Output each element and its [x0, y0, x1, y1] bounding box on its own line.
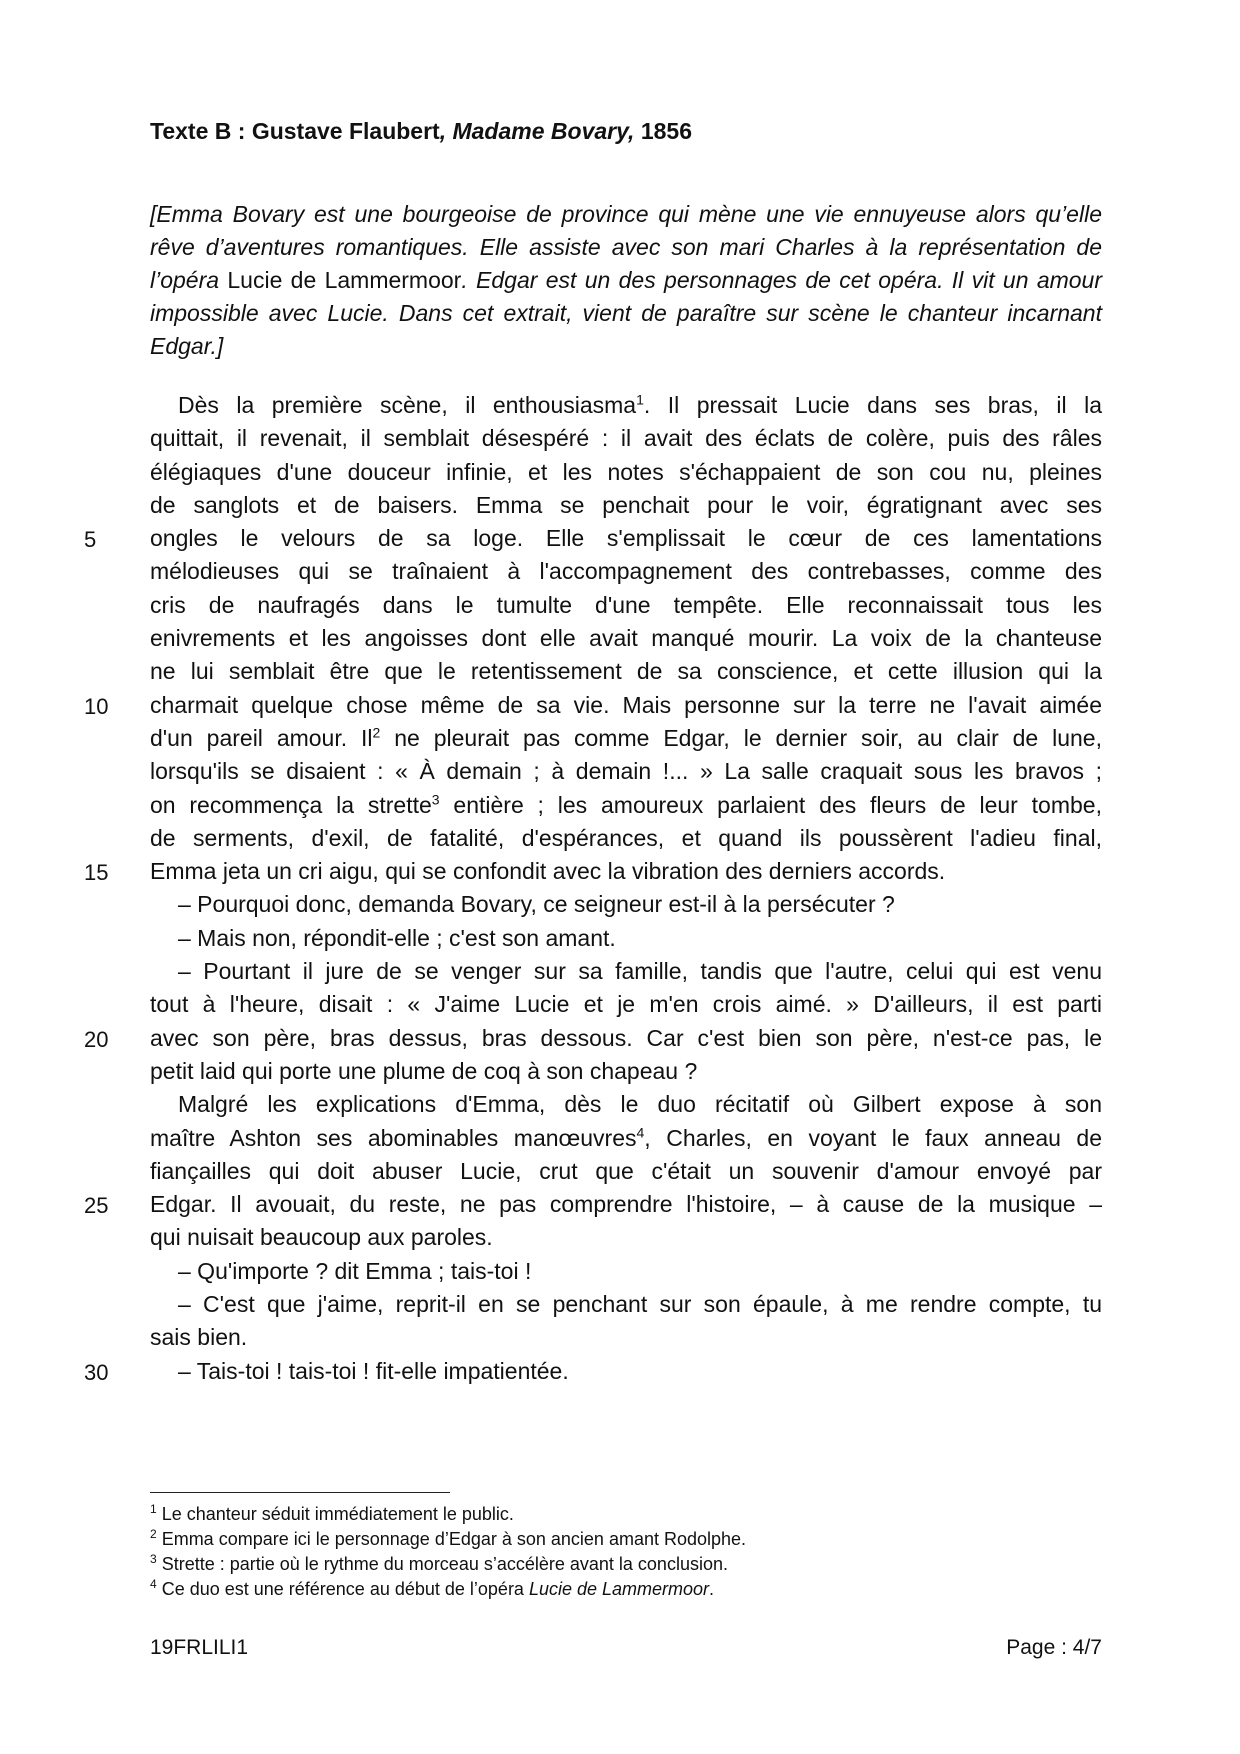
footnotes: [150, 1502, 746, 1602]
footnote-text: Strette : partie où le rythme du morceau s’accélère avant la conclusion.: [156, 1554, 728, 1574]
footnote-number: 4: [150, 1577, 157, 1591]
text-line-9: ne lui semblait être que le retentissement de sa conscience, et cette illusion qui la: [150, 658, 1102, 685]
text-segment: Dès la première scène, il enthousiasma: [178, 392, 637, 418]
intro-opera-title: Lucie de Lammermoor: [227, 267, 462, 293]
text-line-15: Emma jeta un cri aigu, qui se confondit avec la vibration des derniers accords.: [150, 858, 946, 885]
footnote-4: [150, 1577, 746, 1602]
text-line-25: Edgar. Il avouait, du reste, ne pas comprendre l'histoire, – à cause de la musique –: [150, 1191, 1102, 1218]
footnote-text: Le chanteur séduit immédiatement le public.: [156, 1504, 514, 1524]
text-line-30: – Tais-toi ! tais-toi ! fit-elle impatientée.: [178, 1357, 569, 1384]
text-line-3: élégiaques d'une douceur infinie, et les notes s'échappaient de son cou nu, pleines: [150, 458, 1102, 485]
footnote-1: [150, 1502, 746, 1527]
text-line-2: quittait, il revenait, il semblait désespéré : il avait des éclats de colère, puis des râles: [150, 425, 1102, 452]
text-line-23: [150, 1122, 1102, 1155]
text-segment: entière ; les amoureux parlaient des fleurs de leur tombe,: [439, 791, 1102, 818]
title-comma: ,: [439, 118, 447, 144]
excerpt-text: [150, 389, 1102, 1388]
text-line-14: de serments, d'exil, de fatalité, d'espérances, et quand ils poussèrent l'adieu final,: [150, 824, 1102, 851]
text-segment: ne pleurait pas comme Edgar, le dernier soir, au clair de lune,: [380, 724, 1102, 751]
footnote-text: Emma compare ici le personnage d’Edgar à son ancien amant Rodolphe.: [156, 1529, 747, 1549]
text-line-17: – Mais non, répondit-elle ; c'est son amant.: [178, 924, 616, 951]
line-number-5: 5: [84, 527, 97, 552]
intro-part1: [Emma Bovary est une bourgeoise de province qui mène une vie ennuyeuse alors qu’elle rêve d’aventures romantiques. Elle assiste avec son mari Charles à la représentation de l’opéra: [150, 201, 1102, 293]
text-segment: , Charles, en voyant le faux anneau de: [644, 1124, 1103, 1151]
footnote-number: 3: [150, 1552, 157, 1566]
text-line-6: mélodieuses qui se traînaient à l'accompagnement des contrebasses, comme des: [150, 558, 1102, 585]
footnote-ref-2: 2: [372, 724, 381, 741]
title-year: 1856: [634, 118, 692, 144]
text-line-20: avec son père, bras dessus, bras dessous. Car c'est bien son père, n'est-ce pas, le: [150, 1024, 1102, 1051]
text-segment: on recommença la strette: [150, 791, 432, 818]
footnote-number: 2: [150, 1527, 157, 1541]
text-segment: maître Ashton ses abominables manœuvres: [150, 1124, 637, 1151]
text-line-19: tout à l'heure, disait : « J'aime Lucie et je m'en crois aimé. » D'ailleurs, il est parti: [150, 991, 1102, 1018]
text-line-26: qui nuisait beaucoup aux paroles.: [150, 1224, 493, 1251]
line-number-10: 10: [84, 694, 109, 719]
text-line-24: fiançailles qui doit abuser Lucie, crut que c'était un souvenir d'amour envoyé par: [150, 1157, 1102, 1184]
text-line-29: sais bien.: [150, 1324, 248, 1351]
page-number: Page : 4/7: [1006, 1636, 1102, 1659]
intro-paragraph: [150, 198, 1102, 363]
text-line-11: [150, 722, 1102, 755]
text-line-21: petit laid qui porte une plume de coq à son chapeau ?: [150, 1057, 698, 1084]
line-number-30: 30: [84, 1360, 109, 1385]
text-line-5: ongles le velours de sa loge. Elle s'emplissait le cœur de ces lamentations: [150, 525, 1102, 552]
footnote-ref-3: 3: [431, 790, 440, 807]
text-line-28: – C'est que j'aime, reprit-il en se penchant sur son épaule, à me rendre compte, tu: [178, 1291, 1102, 1318]
text-line-13: [150, 789, 1102, 822]
title-author: Texte B : Gustave Flaubert: [150, 118, 440, 144]
line-number-20: 20: [84, 1027, 109, 1052]
footnote-text: .: [709, 1579, 715, 1599]
exam-code: 19FRLILI1: [150, 1636, 249, 1659]
text-line-10: charmait quelque chose même de sa vie. Mais personne sur la terre ne l'avait aimée: [150, 691, 1102, 718]
footnote-number: 1: [150, 1502, 157, 1516]
line-number-15: 15: [84, 860, 109, 885]
text-line-8: enivrements et les angoisses dont elle avait manqué mourir. La voix de la chanteuse: [150, 625, 1102, 652]
text-line-4: de sanglots et de baisers. Emma se penchait pour le voir, égratignant avec ses: [150, 491, 1102, 518]
footnote-ref-1: 1: [636, 391, 644, 408]
text-line-27: – Qu'importe ? dit Emma ; tais-toi !: [178, 1257, 532, 1284]
footnote-ref-4: 4: [636, 1123, 645, 1140]
page-title: [150, 118, 692, 145]
text-line-18: – Pourtant il jure de se venger sur sa famille, tandis que l'autre, celui qui est venu: [178, 958, 1102, 985]
footnote-text: Ce duo est une référence au début de l’opéra: [156, 1579, 529, 1599]
footnote-opera-title: Lucie de Lammermoor: [528, 1579, 710, 1599]
text-line-22: Malgré les explications d'Emma, dès le duo récitatif où Gilbert expose à son: [178, 1091, 1102, 1118]
footnote-separator: [150, 1492, 450, 1493]
text-segment: . Il pressait Lucie dans ses bras, il la: [643, 392, 1102, 418]
text-line-16: – Pourquoi donc, demanda Bovary, ce seigneur est-il à la persécuter ?: [178, 891, 895, 918]
text-line-7: cris de naufragés dans le tumulte d'une tempête. Elle reconnaissait tous les: [150, 591, 1102, 618]
line-number-25: 25: [84, 1193, 109, 1218]
footnote-2: [150, 1527, 746, 1552]
text-line-1: [150, 389, 1102, 422]
text-line-12: lorsqu'ils se disaient : « À demain ; à demain !... » La salle craquait sous les bravos ;: [150, 758, 1102, 785]
footnote-3: [150, 1552, 746, 1577]
title-work: Madame Bovary,: [446, 118, 635, 144]
intro-part2: . Edgar est un des personnages de cet opéra. Il vit un amour impossible avec Lucie. Dans cet extrait, vient de paraître sur scène le chanteur incarnant Edgar.]: [150, 267, 1103, 359]
text-segment: d'un pareil amour. Il: [150, 724, 373, 751]
